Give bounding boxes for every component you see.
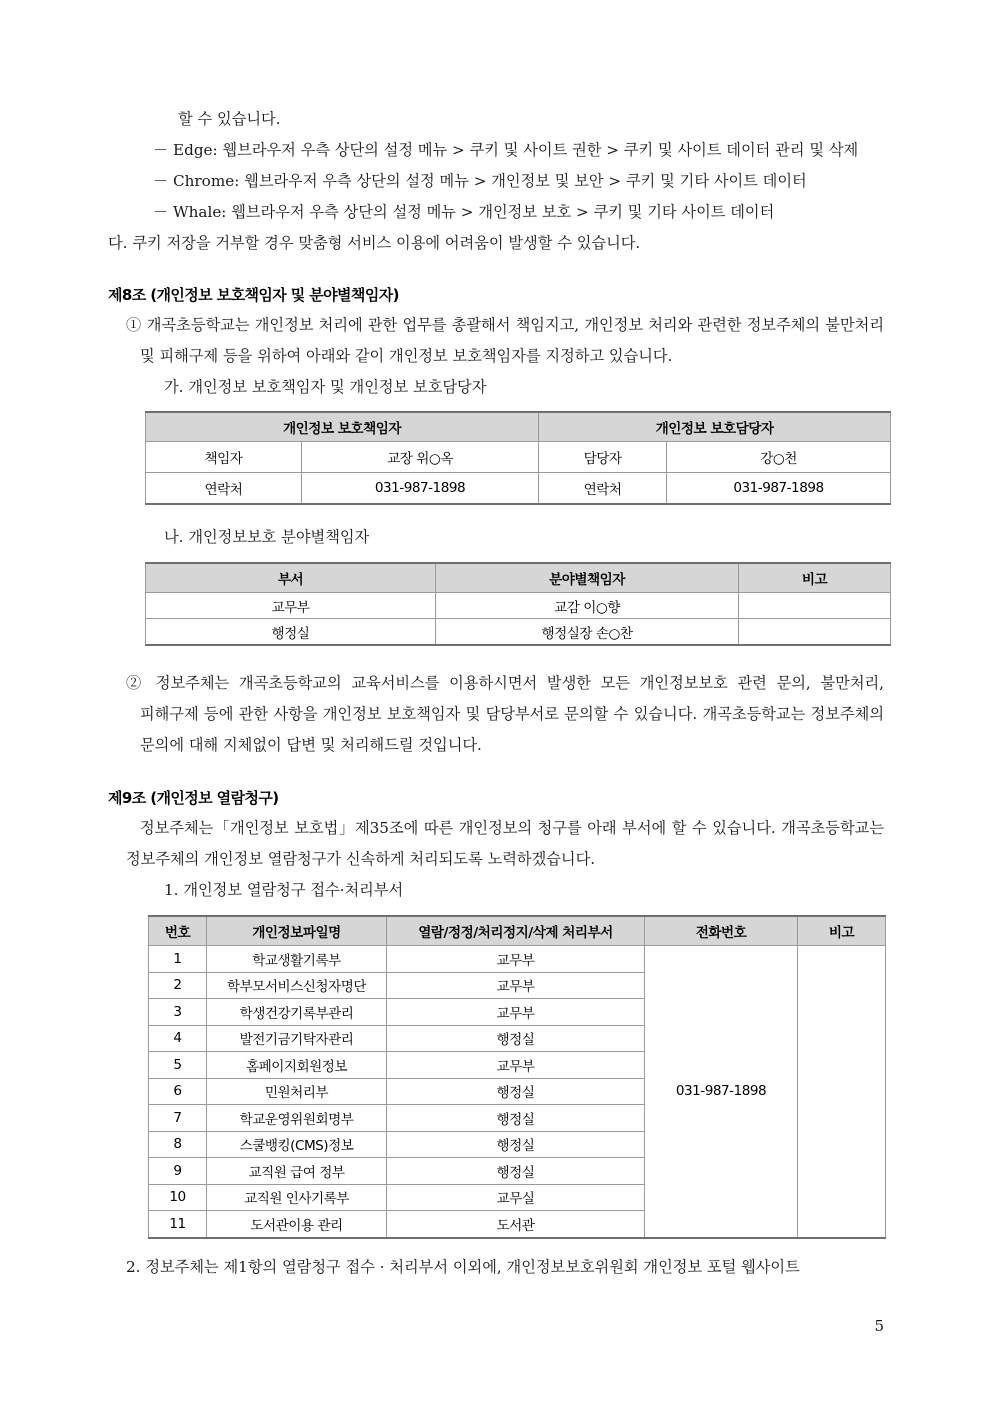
access-cell-no: 6 [149, 1078, 207, 1105]
field-cell-dept-2: 행정실 [146, 619, 436, 646]
access-cell-file-name: 발전기금기탁자관리 [207, 1025, 387, 1052]
access-cell-no: 2 [149, 972, 207, 999]
officers-cell-contact-label-2: 연락처 [539, 473, 667, 505]
access-cell-file-name: 교직원 인사기록부 [207, 1184, 387, 1211]
access-cell-dept: 행정실 [387, 1131, 645, 1158]
table-row [146, 619, 891, 646]
officers-table [145, 411, 891, 505]
article-8-section [108, 280, 884, 761]
table-row [146, 442, 891, 473]
access-cell-dept: 도서관 [387, 1211, 645, 1238]
access-header-no: 번호 [149, 916, 207, 946]
access-cell-no: 8 [149, 1131, 207, 1158]
article-9-heading: 제9조 (개인정보 열람청구) [108, 789, 279, 807]
table-header-row [149, 916, 886, 946]
officers-cell-role-2: 담당자 [539, 442, 667, 473]
access-cell-file-name: 홈페이지회원정보 [207, 1052, 387, 1079]
officers-cell-name-1: 교장 위○옥 [302, 442, 539, 473]
access-cell-phone: 031-987-1898 [645, 946, 798, 1238]
field-cell-note-2 [739, 619, 891, 646]
access-cell-dept: 행정실 [387, 1105, 645, 1132]
table-header-row [146, 412, 891, 442]
access-header-file-name: 개인정보파일명 [207, 916, 387, 946]
browser-item-edge: － Edge: 웹브라우저 우측 상단의 설정 메뉴 > 쿠키 및 사이트 권한 > 쿠키 및 사이트 데이터 관리 및 삭제 [153, 141, 859, 159]
access-cell-file-name: 학교운영위원회명부 [207, 1105, 387, 1132]
access-cell-file-name: 학부모서비스신청자명단 [207, 972, 387, 999]
access-cell-no: 4 [149, 1025, 207, 1052]
access-cell-dept: 교무부 [387, 946, 645, 973]
access-cell-file-name: 도서관이용 관리 [207, 1211, 387, 1238]
access-cell-file-name: 민원처리부 [207, 1078, 387, 1105]
field-cell-officer-2: 행정실장 손○찬 [436, 619, 739, 646]
access-cell-no: 10 [149, 1184, 207, 1211]
officers-cell-contact-2: 031-987-1898 [667, 473, 891, 505]
page-number: 5 [874, 1317, 884, 1335]
access-cell-dept: 행정실 [387, 1025, 645, 1052]
access-cell-dept: 행정실 [387, 1078, 645, 1105]
access-cell-no: 11 [149, 1211, 207, 1238]
access-cell-dept: 행정실 [387, 1158, 645, 1185]
browser-item-whale: － Whale: 웹브라우저 우측 상단의 설정 메뉴 > 개인정보 보호 > 쿠키 및 기타 사이트 데이터 [153, 203, 775, 221]
article-8-paragraph-1: ① 개곡초등학교는 개인정보 처리에 관한 업무를 총괄해서 책임지고, 개인정보 처리와 관련한 정보주체의 불만처리 및 피해구제 등을 위하여 아래와 같이 개인정보 보호책임자를 지정하고 있습니다. [126, 316, 884, 365]
article-9-sub-1-label: 1. 개인정보 열람청구 접수·처리부서 [164, 881, 404, 899]
article-9-paragraph-1: 정보주체는「개인정보 보호법」제35조에 따른 개인정보의 청구를 아래 부서에 할 수 있습니다. 개곡초등학교는 정보주체의 개인정보 열람청구가 신속하게 처리되도록 노력하겠습니다. [126, 819, 884, 868]
field-officers-table [145, 562, 891, 646]
field-header-officer: 분야별책임자 [436, 563, 739, 593]
access-cell-dept: 교무부 [387, 972, 645, 999]
cookie-settings-block [108, 104, 884, 259]
access-cell-note [798, 946, 886, 1238]
access-request-dept-table [148, 915, 886, 1239]
table-row [146, 473, 891, 505]
officers-cell-role-1: 책임자 [146, 442, 302, 473]
access-cell-file-name: 교직원 급여 정부 [207, 1158, 387, 1185]
cookie-tail-line: 다. 쿠키 저장을 거부할 경우 맞춤형 서비스 이용에 어려움이 발생할 수 있습니다. [108, 234, 641, 252]
access-cell-file-name: 학생건강기록부관리 [207, 999, 387, 1026]
browser-item-chrome: － Chrome: 웹브라우저 우측 상단의 설정 메뉴 > 개인정보 및 보안 > 쿠키 및 기타 사이트 데이터 [153, 172, 807, 190]
access-cell-no: 1 [149, 946, 207, 973]
access-cell-dept: 교무부 [387, 999, 645, 1026]
access-header-phone: 전화번호 [645, 916, 798, 946]
access-cell-dept: 교무부 [387, 1052, 645, 1079]
access-cell-file-name: 스쿨뱅킹(CMS)정보 [207, 1131, 387, 1158]
officers-cell-contact-1: 031-987-1898 [302, 473, 539, 505]
article-8-heading: 제8조 (개인정보 보호책임자 및 분야별책임자) [108, 286, 399, 304]
officers-cell-contact-label-1: 연락처 [146, 473, 302, 505]
access-cell-no: 5 [149, 1052, 207, 1079]
table-row [146, 593, 891, 619]
article-8-paragraph-2: ② 정보주체는 개곡초등학교의 교육서비스를 이용하시면서 발생한 모든 개인정보보호 관련 문의, 불만처리, 피해구제 등에 관한 사항을 개인정보 보호책임자 및 담당부서로 문의할 수 있습니다. 개곡초등학교는 정보주체의 문의에 대해 지체없이 답변 및 처리해드릴 것입니다. [126, 674, 884, 754]
article-8-sub-a-label: 가. 개인정보 보호책임자 및 개인정보 보호담당자 [164, 378, 487, 396]
field-header-dept: 부서 [146, 563, 436, 593]
field-cell-dept-1: 교무부 [146, 593, 436, 619]
article-8-sub-b-label: 나. 개인정보보호 분야별책임자 [164, 528, 370, 546]
table-header-row [146, 563, 891, 593]
access-header-dept: 열람/정정/처리정지/삭제 처리부서 [387, 916, 645, 946]
access-cell-no: 7 [149, 1105, 207, 1132]
cookie-lead-line: 할 수 있습니다. [178, 110, 281, 128]
table-row [149, 946, 886, 973]
access-cell-no: 3 [149, 999, 207, 1026]
article-9-sub-2-label: 2. 정보주체는 제1항의 열람청구 접수 · 처리부서 이외에, 개인정보보호위원회 개인정보 포털 웹사이트 [126, 1257, 800, 1276]
officers-cell-name-2: 강○천 [667, 442, 891, 473]
access-cell-no: 9 [149, 1158, 207, 1185]
officers-header-handler: 개인정보 보호담당자 [539, 412, 891, 442]
access-header-note: 비고 [798, 916, 886, 946]
officers-header-responsible: 개인정보 보호책임자 [146, 412, 539, 442]
field-header-note: 비고 [739, 563, 891, 593]
access-cell-dept: 교무실 [387, 1184, 645, 1211]
article-9-section [108, 783, 884, 1283]
access-cell-file-name: 학교생활기록부 [207, 946, 387, 973]
field-cell-officer-1: 교감 이○향 [436, 593, 739, 619]
field-cell-note-1 [739, 593, 891, 619]
